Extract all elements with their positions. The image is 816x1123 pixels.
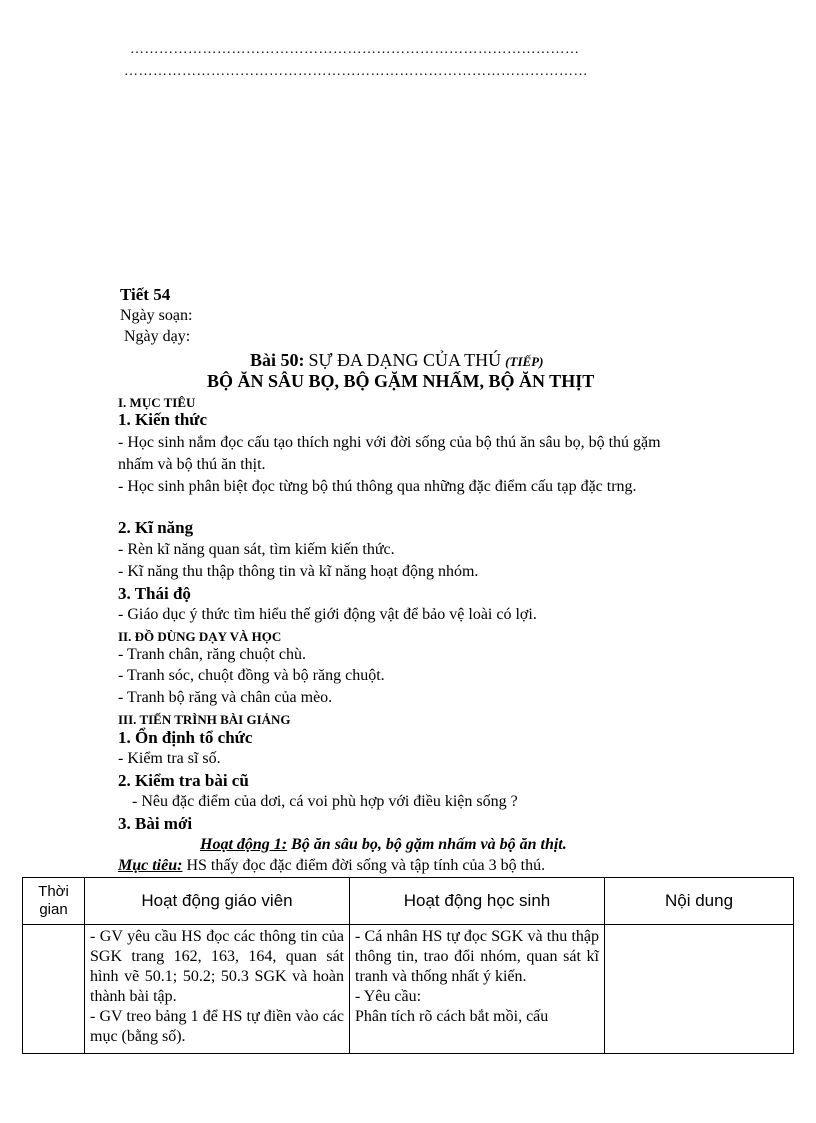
activity-title: Bộ ăn sâu bọ, bộ gặm nhấm và bộ ăn thịt. [291,836,567,853]
teacher-activity-1: - GV yêu cầu HS đọc các thông tin của SGK trang 162, 163, 164, quan sát hình vẽ 50.1; 50.2; 50.3 SGK và hoàn thành bài tập. [90,928,344,1005]
knowledge-heading: 1. Kiến thức [118,410,208,429]
activity-line [200,836,567,854]
materials-item-1: - Tranh chân, răng chuột chù. [118,646,306,663]
materials-heading: II. ĐỒ DÙNG DẠY VÀ HỌC [118,629,282,644]
lesson-title-suffix: (TIẾP) [505,354,544,369]
table-header-row [23,878,794,925]
col-teacher-header: Hoạt động giáo viên [85,878,350,925]
skills-item-2: - Kĩ năng thu thập thông tin và kĩ năng hoạt động nhóm. [118,563,479,580]
skills-item-1: - Rèn kĩ năng quan sát, tìm kiếm kiến thức. [118,541,395,558]
row-time-cell [23,925,85,1054]
lesson-subtitle: BỘ ĂN SÂU BỌ, BỘ GẶM NHẤM, BỘ ĂN THỊT [207,371,595,391]
student-activity-1: - Cá nhân HS tự đọc SGK và thu thập thông tin, trao đổi nhóm, quan sát kĩ tranh và thống nhất ý kiến. [355,928,599,985]
attitude-heading: 3. Thái độ [118,584,191,603]
goal-text: HS thấy đọc đặc điểm đời sống và tập tính của 3 bộ thú. [186,857,546,874]
stabilize-heading: 1. Ổn định tổ chức [118,728,253,747]
skills-heading: 2. Kĩ năng [118,518,194,537]
prep-date-label: Ngày soạn: [120,307,193,324]
new-lesson-heading: 3. Bài mới [118,814,193,833]
materials-item-2: - Tranh sóc, chuột đồng và bộ răng chuột. [118,667,385,684]
review-heading: 2. Kiểm tra bài cũ [118,771,249,790]
col-content-header: Nội dung [605,878,794,925]
col-student-header: Hoạt động học sinh [350,878,605,925]
table-row [23,925,794,1054]
process-heading: III. TIẾN TRÌNH BÀI GIẢNG [118,712,291,727]
col-time-header: Thời gian [23,878,85,925]
attitude-item-1: - Giáo dục ý thức tìm hiểu thế giới động vật để bảo vệ loài có lợi. [118,606,537,623]
period-label: Tiết 54 [120,285,171,304]
lesson-title-line [250,350,543,371]
materials-item-3: - Tranh bộ răng và chân của mèo. [118,689,333,706]
teach-date-label: Ngày dạy: [124,328,191,345]
review-item-1: - Nêu đặc điểm của dơi, cá voi phù hợp với điều kiện sống ? [132,793,518,810]
row-student-cell [350,925,605,1054]
lesson-number: Bài 50: [250,350,305,370]
goal-line [118,857,545,875]
lesson-title: SỰ ĐA DẠNG CỦA THÚ [308,350,502,370]
row-content-cell [605,925,794,1054]
dots-line-2: …………………………………………………………………………………… [124,64,588,79]
student-activity-3: Phân tích rõ cách bắt mồi, cấu [355,1008,549,1025]
objectives-heading: I. MỤC TIÊU [118,395,196,410]
stabilize-item-1: - Kiểm tra sĩ số. [118,750,221,767]
knowledge-item-1: - Học sinh nắm đọc cấu tạo thích nghi với đời sống của bộ thú ăn sâu bọ, bộ thú gặm nhấm và bộ thú ăn thịt. [118,434,661,473]
goal-label: Mục tiêu: [118,857,183,874]
knowledge-item-2: - Học sinh phân biệt đọc từng bộ thú thông qua những đặc điểm cấu tạp đặc trng. [118,478,637,495]
row-teacher-cell [85,925,350,1054]
lesson-plan-table [22,877,794,1054]
student-activity-2: - Yêu cầu: [355,988,422,1005]
teacher-activity-2: - GV treo bảng 1 để HS tự điền vào các mục (bằng số). [90,1008,344,1045]
dots-line-1: ………………………………………………………………………………… [130,42,580,57]
activity-label: Hoạt động 1: [200,836,288,853]
